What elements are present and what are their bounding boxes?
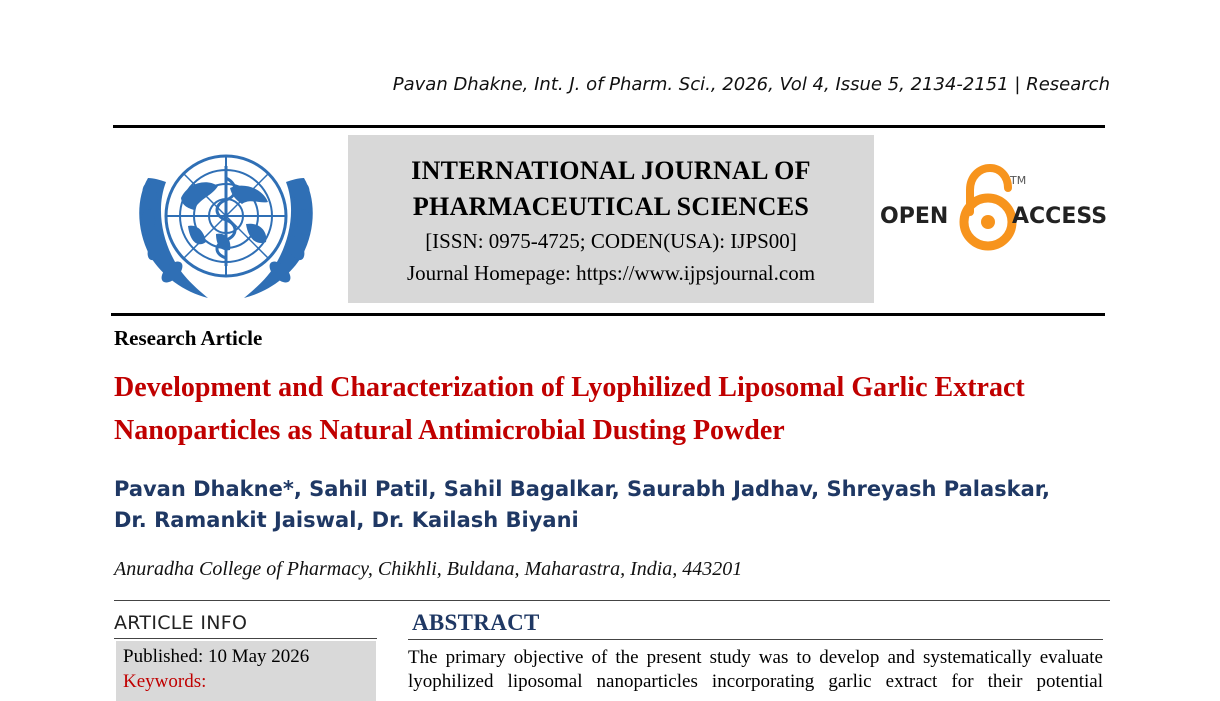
abstract-line2: lyophilized liposomal nanoparticles incorporating garlic extract for their potential [408,671,1103,692]
article-title: Development and Characterization of Lyophilized Liposomal Garlic Extract Nanoparticles as Natural Antimicrobial Dusting Powder [114,372,1025,446]
abstract-text [408,646,1103,694]
article-type-label: Research Article [114,326,263,350]
running-header: Pavan Dhakne, Int. J. of Pharm. Sci., 2026, Vol 4, Issue 5, 2134-2151 | Research [392,74,1110,95]
authors-line1: Pavan Dhakne*, Sahil Patil, Sahil Bagalkar, Saurabh Jadhav, Shreyash Palaskar, [114,477,1051,501]
authors-line2: Dr. Ramankit Jaiswal, Dr. Kailash Biyani [114,508,579,532]
header-rule-top [113,125,1105,128]
section-divider [114,600,1110,601]
keywords-label: Keywords: [123,671,207,692]
published-date: Published: 10 May 2026 [123,646,310,667]
journal-emblem-logo [126,138,326,306]
author-list [114,474,1114,536]
journal-title-line1: INTERNATIONAL JOURNAL OF [411,156,811,185]
header-rule-bottom [111,313,1105,316]
open-access-right-text: ACCESS [1012,204,1108,229]
padlock-keyhole-icon [981,215,995,229]
journal-banner [348,135,874,303]
journal-issn: [ISSN: 0975-4725; CODEN(USA): IJPS00] [425,229,797,253]
abstract-line1: The primary objective of the present study was to develop and systematically evaluate [408,647,1103,668]
journal-homepage[interactable]: Journal Homepage: https://www.ijpsjournal.com [406,261,816,285]
open-access-logo [878,160,1110,260]
article-info-heading: ARTICLE INFO [114,612,248,634]
open-access-left-text: OPEN [880,204,949,229]
article-info-underline [114,638,377,639]
trademark-mark: TM [1010,174,1027,187]
affiliation: Anuradha College of Pharmacy, Chikhli, Buldana, Maharastra, India, 443201 [114,558,743,580]
journal-title-line2: PHARMACEUTICAL SCIENCES [412,192,810,221]
abstract-heading: ABSTRACT [412,610,540,635]
abstract-underline [408,639,1103,640]
